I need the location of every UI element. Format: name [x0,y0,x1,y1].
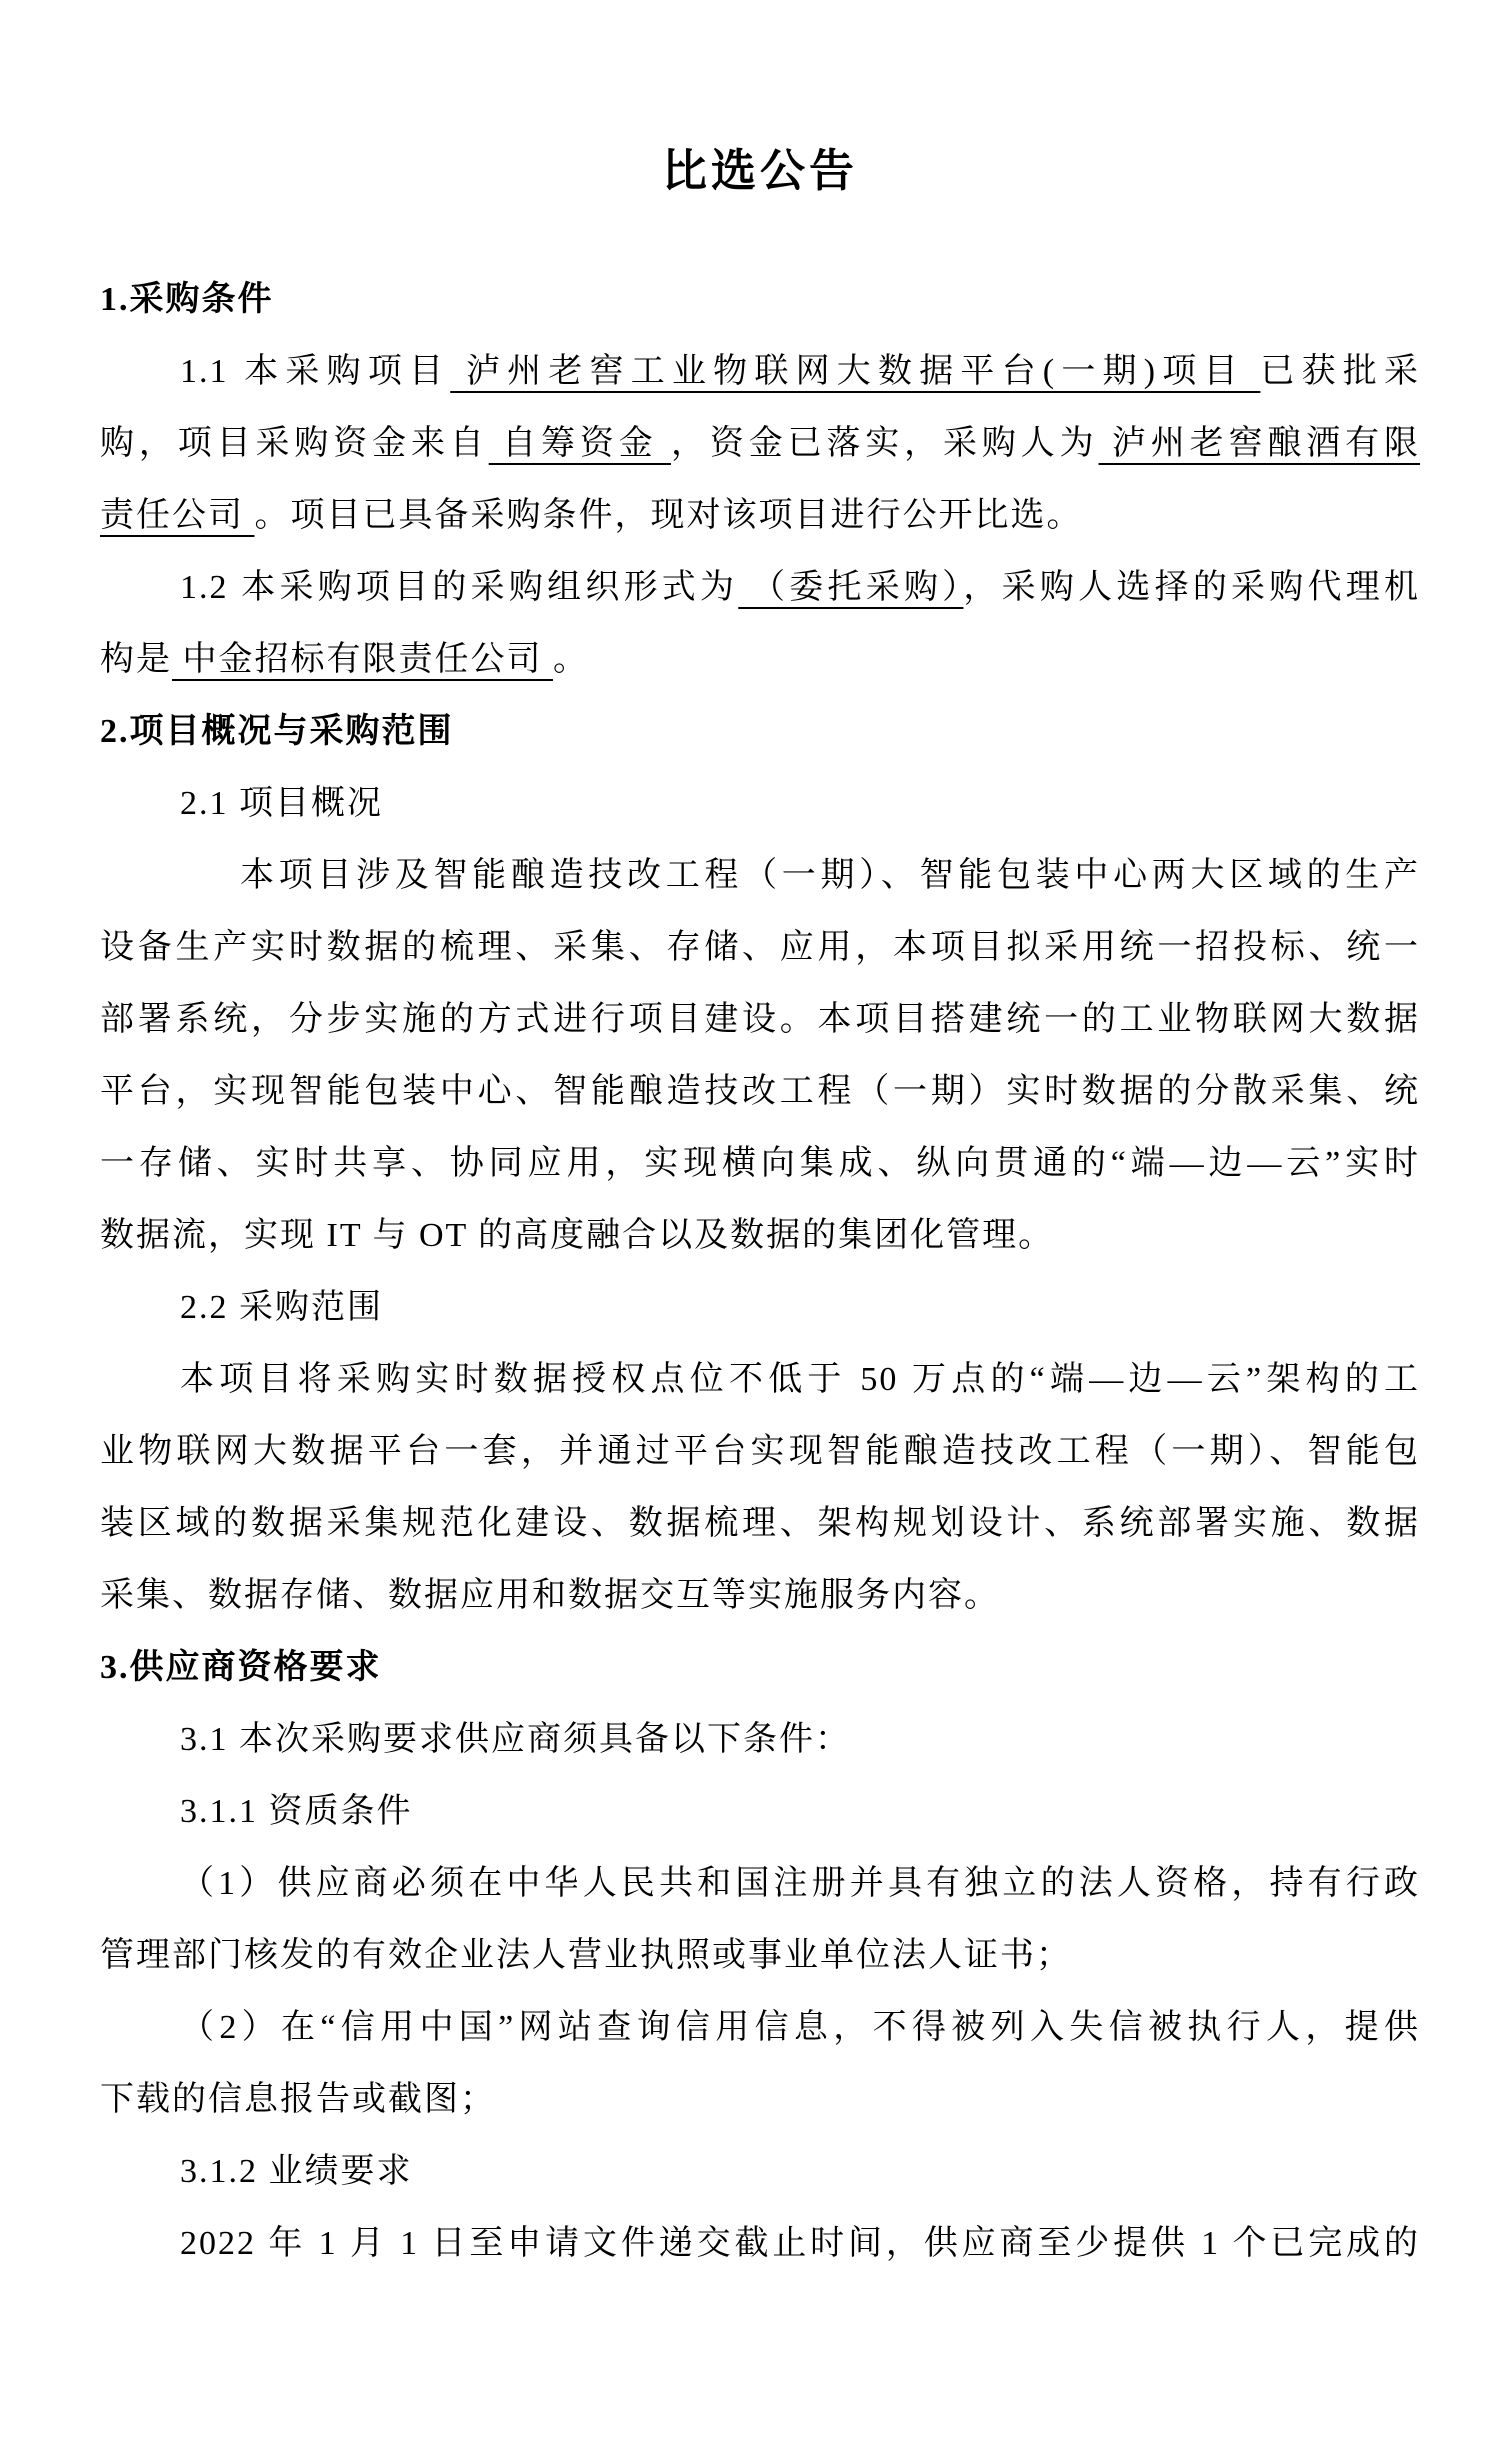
doc-heading-line [100,264,1420,336]
doc-text-line [100,840,1420,912]
text-segment: 管理部门核发的有效企业法人营业执照或事业单位法人证书； [100,1937,1072,1974]
underlined-field: 泸州老窖酿酒有限 [1098,425,1421,462]
text-segment: 。项目已具备采购条件，现对该项目进行公开比选。 [254,497,1083,534]
doc-text-line [100,1992,1420,2064]
doc-text-line [100,1416,1420,1488]
text-segment: 3.供应商资格要求 [100,1649,382,1686]
text-segment: 本项目涉及智能酿造技改工程（一期）、智能包装中心两大区域的生产 [240,857,1420,894]
doc-heading-line [100,696,1420,768]
doc-text-line [100,768,1420,840]
text-segment: 一存储、实时共享、协同应用，实现横向集成、纵向贯通的“端—边—云”实时 [100,1145,1420,1182]
doc-text-line [100,1848,1420,1920]
text-segment: 本项目将采购实时数据授权点位不低于 50 万点的“端—边—云”架构的工 [180,1361,1420,1398]
doc-text-line [100,1128,1420,1200]
doc-text-line [100,624,1420,696]
underlined-field: 责任公司 [100,497,255,534]
text-segment: 下载的信息报告或截图； [100,2081,496,2118]
text-segment: 装区域的数据采集规范化建设、数据梳理、架构规划设计、系统部署实施、数据 [100,1505,1420,1542]
text-segment: 购，项目采购资金来自 [100,425,489,462]
document-lines [100,264,1420,2280]
text-segment: 1.1 本采购项目 [180,353,451,390]
text-segment: 2022 年 1 月 1 日至申请文件递交截止时间，供应商至少提供 1 个已完成的 [180,2225,1420,2262]
text-segment: 部署系统，分步实施的方式进行项目建设。本项目搭建统一的工业物联网大数据 [100,1001,1420,1038]
doc-text-line [100,1704,1420,1776]
doc-text-line [100,1920,1420,1992]
text-segment: 数据流，实现 IT 与 OT 的高度融合以及数据的集团化管理。 [100,1217,1055,1254]
underlined-field: 自筹资金 [488,425,671,462]
text-segment: 已获批采 [1260,353,1421,390]
doc-text-line [100,1488,1420,1560]
text-segment: 平台，实现智能包装中心、智能酿造技改工程（一期）实时数据的分散采集、统 [100,1073,1420,1110]
text-segment: 3.1.1 资质条件 [180,1793,413,1830]
text-segment: 3.1.2 业绩要求 [180,2153,413,2190]
doc-text-line [100,336,1420,408]
doc-text-line [100,912,1420,984]
text-segment: 采集、数据存储、数据应用和数据交互等实施服务内容。 [100,1577,1000,1614]
doc-heading-line [100,1632,1420,1704]
underlined-field: 泸州老窖工业物联网大数据平台(一期)项目 [450,353,1261,390]
text-segment: （2）在“信用中国”网站查询信用信息，不得被列入失信被执行人，提供 [180,2009,1420,2046]
text-segment: （1）供应商必须在中华人民共和国注册并具有独立的法人资格，持有行政 [180,1865,1420,1902]
underlined-field: 中金招标有限责任公司 [172,641,553,678]
document-title: 比选公告 [661,146,858,196]
text-segment: ，采购人选择的采购代理机 [963,569,1420,606]
doc-text-line [100,1272,1420,1344]
doc-text-line [100,2208,1420,2280]
doc-text-line [100,2064,1420,2136]
text-segment: 。 [553,641,589,678]
underlined-field: （委托采购） [738,569,964,606]
doc-text-line [100,1776,1420,1848]
text-segment: 1.2 本采购项目的采购组织形式为 [180,569,739,606]
text-segment: ，资金已落实，采购人为 [670,425,1099,462]
text-segment: 2.2 采购范围 [180,1289,383,1326]
doc-text-line [100,1056,1420,1128]
text-segment: 业物联网大数据平台一套，并通过平台实现智能酿造技改工程（一期）、智能包 [100,1433,1420,1470]
doc-text-line [100,984,1420,1056]
text-segment: 1.采购条件 [100,281,274,318]
doc-text-line [100,1560,1420,1632]
doc-text-line [100,2136,1420,2208]
doc-text-line [100,408,1420,480]
doc-text-line [100,480,1420,552]
doc-text-line [100,1344,1420,1416]
text-segment: 设备生产实时数据的梳理、采集、存储、应用，本项目拟采用统一招投标、统一 [100,929,1420,966]
text-segment: 构是 [100,641,172,678]
text-segment: 2.项目概况与采购范围 [100,713,454,750]
text-segment: 2.1 项目概况 [180,785,383,822]
doc-text-line [100,1200,1420,1272]
text-segment: 3.1 本次采购要求供应商须具备以下条件： [180,1721,851,1758]
doc-text-line [100,552,1420,624]
